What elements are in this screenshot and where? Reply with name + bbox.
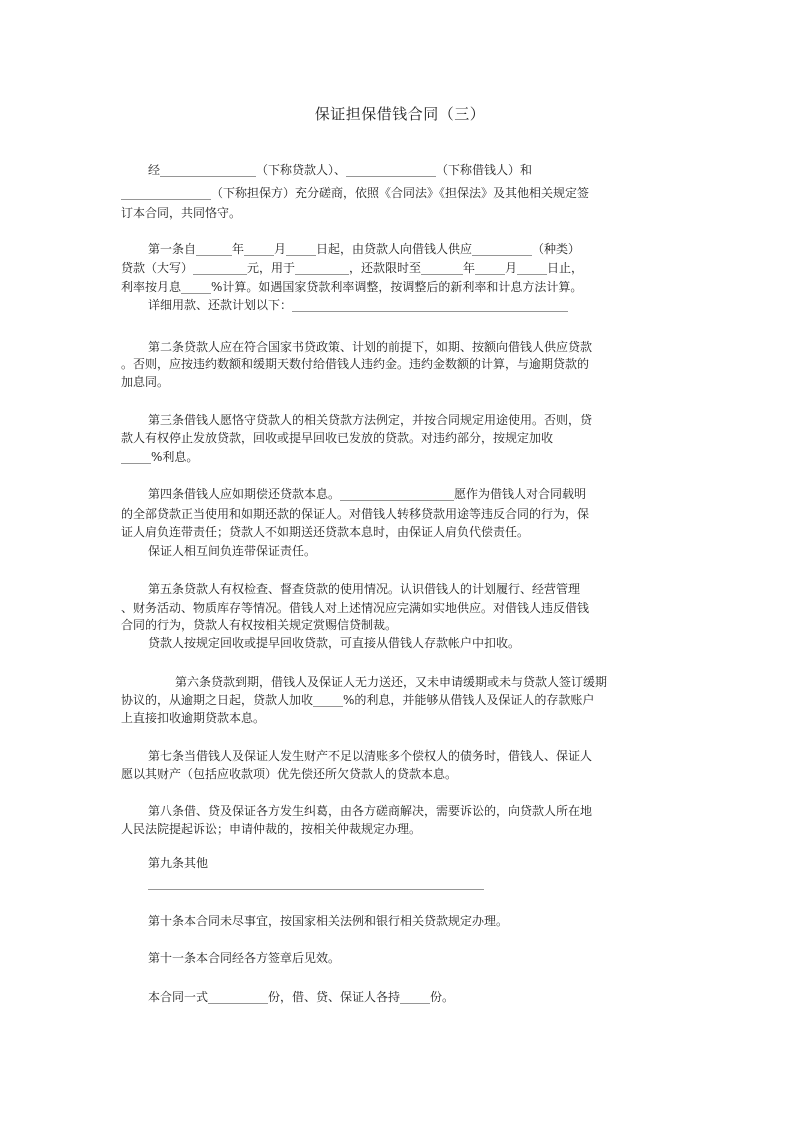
paragraph-line: 贷款（大写）_________元，用于_________，还款限时至_______年_____月_____日止， <box>121 261 584 275</box>
paragraph-line: 第十条本合同未尽事宜，按国家相关法例和银行相关贷款规定办理。 <box>148 914 509 928</box>
paragraph-line: 经________________（下称贷款人）、_______________（下称借钱人）和 <box>148 163 533 177</box>
paragraph-line: 证人肩负连带责任；贷款人不如期送还贷款本息时，由保证人肩负代偿责任。 <box>121 525 530 539</box>
paragraph-line: 第八条借、贷及保证各方发生纠葛，由各方磋商解决，需要诉讼的，向贷款人所在地 <box>148 804 593 818</box>
paragraph-line: 款人有权停止发放贷款，回收或提早回收已发放的贷款。对违约部分，按规定加收 <box>121 431 554 445</box>
paragraph-line: 人民法院提起诉讼；申请仲裁的，按相关仲裁规定办理。 <box>121 822 422 836</box>
paragraph-line: _____%利息。 <box>121 450 199 464</box>
paragraph-line: _______________（下称担保方）充分磋商，依照《合同法》《担保法》及其他相关规定签 <box>121 186 590 200</box>
paragraph-line: 第四条借钱人应如期偿还贷款本息。___________________愿作为借钱人对合同载明 <box>148 487 587 501</box>
paragraph-line: 第五条贷款人有权检查、督查贷款的使用情况。认识借钱人的计划履行、经营管理 <box>148 582 581 596</box>
paragraph-line: 贷款人按规定回收或提早回收贷款，可直接从借钱人存款帐户中扣收。 <box>148 636 521 650</box>
paragraph-line: 第九条其他 <box>148 856 209 870</box>
paragraph-line: 本合同一式__________份，借、贷、保证人各持_____份。 <box>148 990 455 1004</box>
paragraph-line: 加息同。 <box>121 375 170 389</box>
paragraph-line: 第七条当借钱人及保证人发生财产不足以清账多个偿权人的债务时，借钱人、保证人 <box>148 749 593 763</box>
paragraph-line: 愿以其财产（包括应收款项）优先偿还所欠贷款人的贷款本息。 <box>121 767 458 781</box>
document-title: 保证担保借钱合同（三） <box>314 105 486 123</box>
paragraph-line: 第六条贷款到期，借钱人及保证人无力送还，又未申请缓期或未与贷款人签订缓期 <box>175 675 608 689</box>
paragraph-line: 利率按月息_____%计算。如遇国家贷款利率调整，按调整后的新利率和计息方法计算。 <box>121 280 583 294</box>
paragraph-line: 。否则，应按违约数额和缓期天数付给借钱人违约金。违约金数额的计算，与逾期贷款的 <box>121 357 590 371</box>
paragraph-line: 第三条借钱人愿恪守贷款人的相关贷款方法例定，并按合同规定用途使用。否则，贷 <box>148 413 593 427</box>
paragraph-line: 上直接扣收逾期贷款本息。 <box>121 711 266 725</box>
paragraph-line: 合同的行为，贷款人有权按相关规定赏赐信贷制裁。 <box>121 618 398 632</box>
paragraph-line: 协议的，从逾期之日起，贷款人加收_____%的利息，并能够从借钱人及保证人的存款账户 <box>121 693 595 707</box>
paragraph-line: 订本合同，共同恪守。 <box>121 206 242 220</box>
paragraph-line: 第二条贷款人应在符合国家书贷政策、计划的前提下，如期、按额向借钱人供应贷款 <box>148 340 593 354</box>
paragraph-line: ________________________________________________________ <box>148 876 484 890</box>
paragraph-line: 、财务活动、物质库存等情况。借钱人对上述情况应完满如实地供应。对借钱人违反借钱 <box>121 601 590 615</box>
paragraph-line: 保证人相互间负连带保证责任。 <box>148 544 317 558</box>
paragraph-line: 的全部贷款正当使用和如期还款的保证人。对借钱人转移贷款用途等违反合同的行为，保 <box>121 507 590 521</box>
paragraph-line: 详细用款、还款计划以下：______________________________________________ <box>148 298 569 312</box>
paragraph-line: 第一条自______年_____月_____日起，由贷款人向借钱人供应__________（种类） <box>148 242 581 256</box>
paragraph-line: 第十一条本合同经各方签章后见效。 <box>148 951 341 965</box>
